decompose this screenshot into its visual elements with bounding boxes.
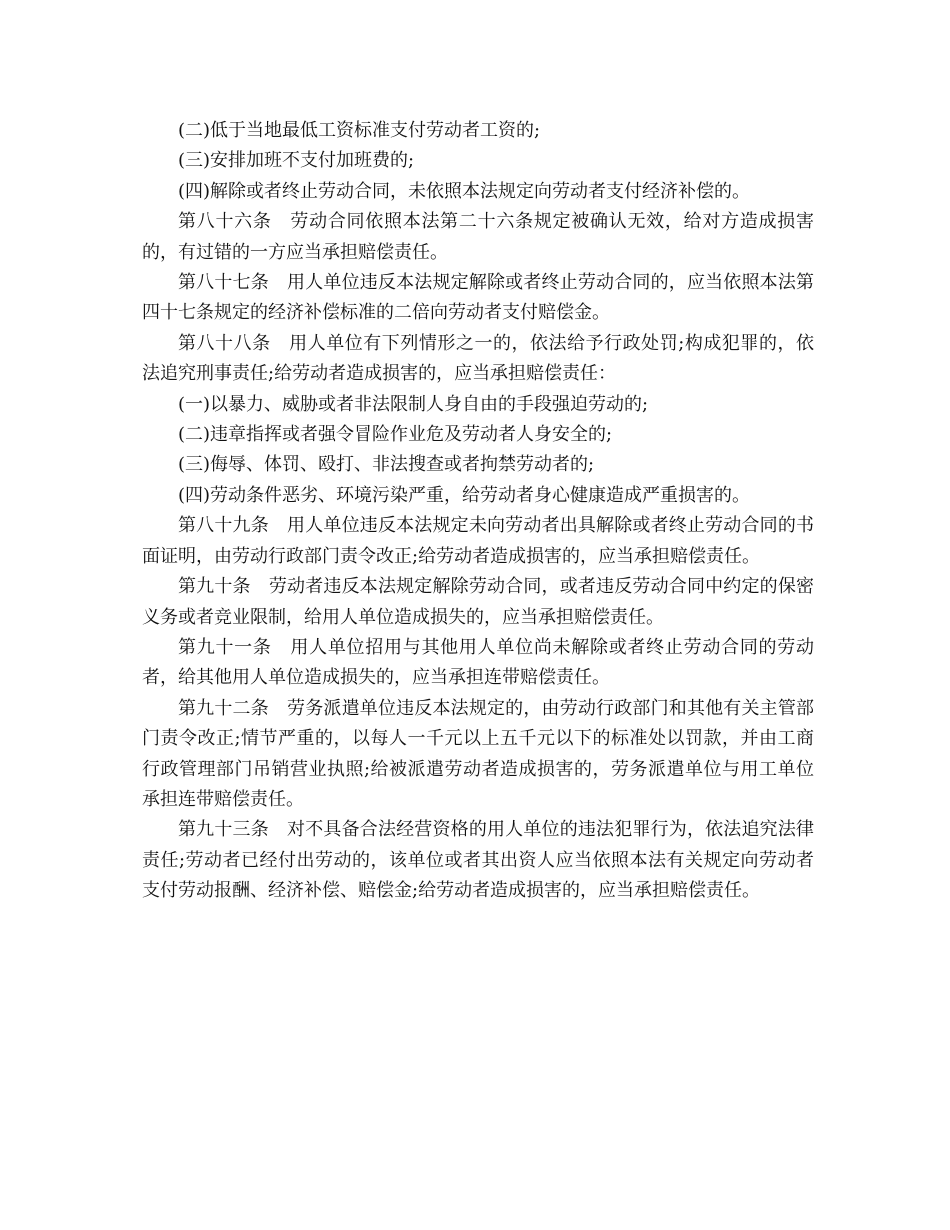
- article-88-item-4: (四)劳动条件恶劣、环境污染严重，给劳动者身心健康造成严重损害的。: [178, 484, 751, 506]
- article-88-item-2: (二)违章指挥或者强令冒险作业危及劳动者人身安全的;: [178, 424, 613, 446]
- article-88: 第八十八条 用人单位有下列情形之一的，依法给予行政处罚;构成犯罪的，依法追究刑事责任;给劳动者造成损害的，应当承担赔偿责任：: [142, 332, 814, 385]
- article-90: 第九十条 劳动者违反本法规定解除劳动合同，或者违反劳动合同中约定的保密义务或者竞业限制，给用人单位造成损失的，应当承担赔偿责任。: [142, 576, 814, 628]
- article-86: 第八十六条 劳动合同依照本法第二十六条规定被确认无效，给对方造成损害的，有过错的一方应当承担赔偿责任。: [142, 211, 814, 263]
- document-body: [142, 116, 814, 907]
- article-88-item-3: (三)侮辱、体罚、殴打、非法搜查或者拘禁劳动者的;: [178, 454, 595, 476]
- article-91: 第九十一条 用人单位招用与其他用人单位尚未解除或者终止劳动合同的劳动者，给其他用人单位造成损失的，应当承担连带赔偿责任。: [142, 636, 814, 689]
- paragraph-item-4: (四)解除或者终止劳动合同，未依照本法规定向劳动者支付经济补偿的。: [178, 180, 751, 202]
- paragraph-item-2: (二)低于当地最低工资标准支付劳动者工资的;: [178, 120, 541, 141]
- article-92: 第九十二条 劳务派遣单位违反本法规定的，由劳动行政部门和其他有关主管部门责令改正;情节严重的，以每人一千元以上五千元以下的标准处以罚款，并由工商行政管理部门吊销营业执照;给被派遣劳动者造成损害的，劳务派遣单位与用工单位承担连带赔偿责任。: [142, 697, 814, 810]
- article-89: 第八十九条 用人单位违反本法规定未向劳动者出具解除或者终止劳动合同的书面证明，由劳动行政部门责令改正;给劳动者造成损害的，应当承担赔偿责任。: [142, 515, 814, 567]
- article-93: 第九十三条 对不具备合法经营资格的用人单位的违法犯罪行为，依法追究法律责任;劳动者已经付出劳动的，该单位或者其出资人应当依照本法有关规定向劳动者支付劳动报酬、经济补偿、赔偿金;给劳动者造成损害的，应当承担赔偿责任。: [142, 819, 814, 902]
- paragraph-item-3: (三)安排加班不支付加班费的;: [178, 150, 415, 172]
- article-87: 第八十七条 用人单位违反本法规定解除或者终止劳动合同的，应当依照本法第四十七条规定的经济补偿标准的二倍向劳动者支付赔偿金。: [142, 272, 814, 324]
- article-88-item-1: (一)以暴力、威胁或者非法限制人身自由的手段强迫劳动的;: [178, 393, 649, 415]
